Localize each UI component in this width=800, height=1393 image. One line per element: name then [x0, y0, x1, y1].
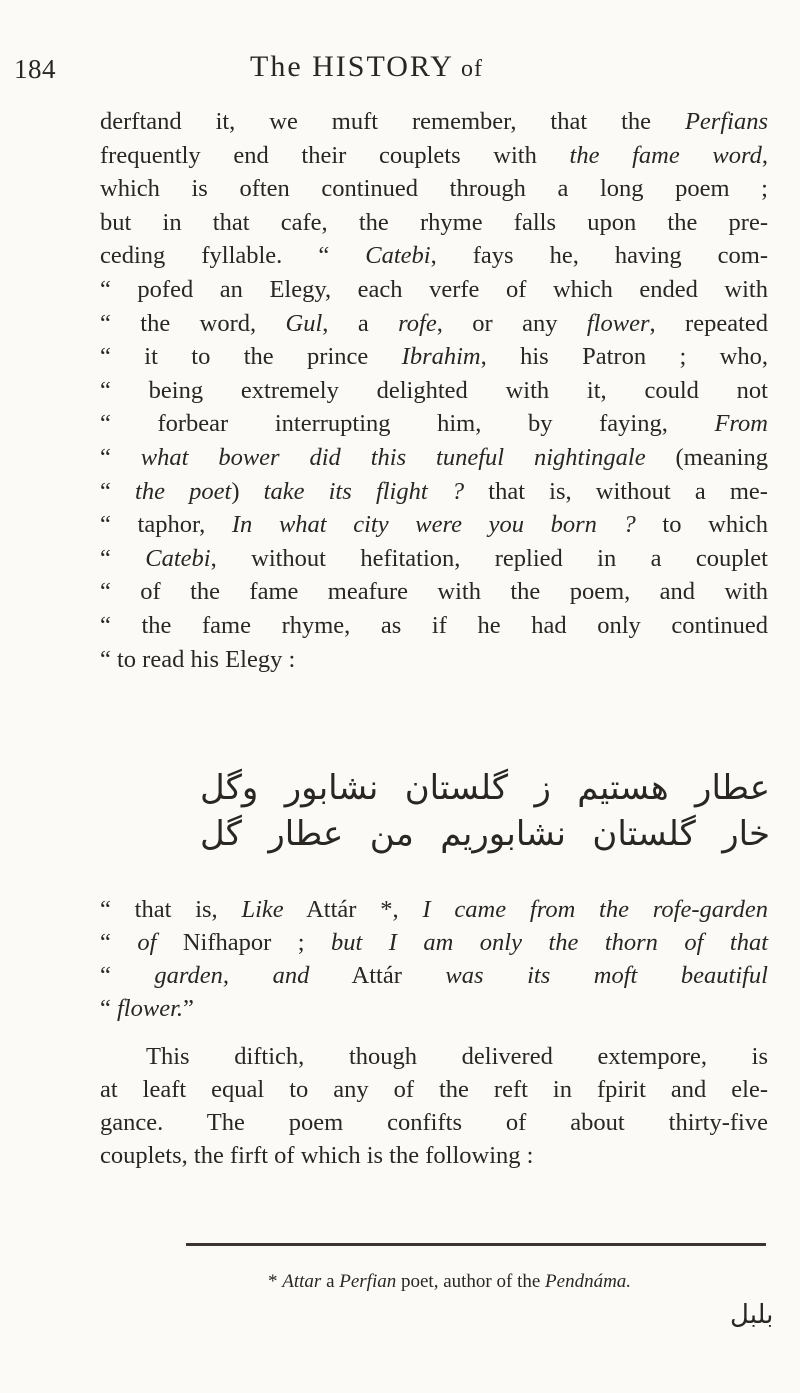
persian-couplet-line-1: عطار هستیم ز گلستان نشابور وگل [200, 768, 770, 808]
text-line [100, 374, 768, 408]
text-line [100, 206, 768, 240]
italic-run: rofe [398, 309, 437, 337]
text-line [100, 1073, 768, 1106]
italic-run: Catebi [365, 242, 431, 270]
persian-couplet-line-2: خار گلستان نشابوریم من عطار گل [200, 814, 770, 854]
text-run: “ [100, 443, 141, 471]
footnote-perfian: Perfian [339, 1271, 397, 1292]
italic-run: Perfians [684, 108, 768, 135]
text-line [100, 959, 768, 992]
running-head-the: The [250, 50, 313, 83]
text-run: , fays he, having com- [430, 242, 768, 270]
text-line [100, 1139, 768, 1172]
text-run: “ of the fame meafure with the poem, and with [100, 578, 768, 606]
text-line [100, 926, 768, 959]
text-run: , without hefitation, replied in a couplet [210, 544, 768, 572]
italic-run: was its moft beautiful [445, 962, 768, 989]
text-run: ) [231, 477, 264, 505]
persian-couplet [200, 765, 770, 885]
running-head [250, 50, 730, 84]
text-line [100, 407, 768, 441]
footnote-rule [186, 1243, 766, 1246]
text-run: at leaft equal to any of the reft in fpirit and ele- [100, 1076, 768, 1103]
running-head-of: of [453, 56, 483, 82]
italic-run: Like [241, 896, 284, 923]
running-head-history: HISTORY [312, 50, 454, 83]
text-run: “ to read his Elegy : [100, 645, 296, 673]
text-line [100, 307, 768, 341]
text-run: “ [100, 929, 138, 956]
text-run: This diftich, though delivered extempore, is [146, 1043, 768, 1070]
italic-run: In what city were you born ? [231, 511, 636, 539]
text-run: (meaning [645, 443, 768, 471]
text-run: , repeated [649, 309, 769, 337]
text-run: “ pofed an Elegy, each verfe of which ended with [100, 275, 768, 303]
footnote-text-end: poet, author of the [396, 1271, 546, 1292]
italic-run: Gul [285, 309, 323, 337]
text-run: , or any [436, 309, 587, 337]
footnote-name: Attar [282, 1271, 322, 1292]
italic-run: the poet [135, 477, 232, 505]
text-line [100, 105, 768, 139]
text-run: Attár *, [283, 896, 423, 923]
couplet-translation [100, 893, 768, 1025]
page-number: 184 [14, 54, 56, 84]
text-line [100, 893, 768, 926]
text-run: “ [100, 995, 117, 1022]
text-line [100, 239, 768, 273]
footnote-text-mid: a [321, 1271, 340, 1292]
text-run: derftand it, we muft remember, that the [100, 108, 685, 135]
text-line [100, 340, 768, 374]
text-run: “ being extremely delighted with it, could not [100, 376, 768, 404]
text-run: gance. The poem confifts of about thirty-five [100, 1109, 768, 1136]
text-run: to which [635, 511, 768, 539]
footnote [268, 1270, 768, 1294]
italic-run: I came from the rofe-garden [422, 896, 768, 923]
text-line [100, 643, 768, 677]
text-line [100, 1106, 768, 1139]
text-run: which is often continued through a long poem ; [100, 175, 768, 203]
text-run: ceding fyllable. “ [100, 242, 366, 270]
italic-run: what bower did this tuneful nightingale [140, 443, 646, 471]
second-paragraph [100, 1040, 768, 1172]
text-run: , his Patron ; who, [480, 343, 768, 371]
body-paragraph [100, 105, 768, 676]
text-run: frequently end their couplets with [100, 141, 570, 169]
text-run: “ the word, [100, 309, 286, 337]
text-run: “ [100, 544, 146, 572]
text-line [100, 575, 768, 609]
italic-run: of [137, 929, 157, 956]
text-line [100, 609, 768, 643]
text-run: couplets, the firft of which is the following : [100, 1142, 534, 1169]
text-line [100, 508, 768, 542]
text-line [100, 441, 768, 475]
italic-run: but I am only the thorn of that [331, 929, 769, 956]
text-run: , a [322, 309, 399, 337]
text-run: , [761, 141, 769, 169]
text-run: “ [100, 962, 155, 989]
text-run: “ forbear interrupting him, by faying, [100, 410, 715, 438]
text-line [100, 172, 768, 206]
italic-run: Ibrahim [401, 343, 481, 371]
italic-run: flower [586, 309, 650, 337]
italic-run: garden, and [154, 962, 310, 989]
text-line [100, 1040, 768, 1073]
footnote-work: Pendnáma. [545, 1271, 632, 1292]
text-line [100, 273, 768, 307]
text-line [100, 139, 768, 173]
text-line [100, 475, 768, 509]
text-run: “ it to the prince [100, 343, 402, 371]
text-run: but in that cafe, the rhyme falls upon the pre- [100, 208, 768, 236]
text-run: “ [100, 477, 136, 505]
text-run: that is, without a me- [464, 477, 768, 505]
catchword: بلبل [730, 1300, 774, 1330]
text-run: ” [183, 995, 194, 1022]
italic-run: Catebi [145, 544, 211, 572]
italic-run: flower. [117, 995, 184, 1022]
italic-run: the fame word [569, 141, 762, 169]
text-run: “ that is, [100, 896, 242, 923]
text-run: “ the fame rhyme, as if he had only continued [100, 611, 768, 639]
footnote-marker: * [268, 1271, 278, 1292]
text-line [100, 542, 768, 576]
italic-run: From [714, 410, 768, 438]
text-line [100, 992, 768, 1025]
text-run: Nifhapor ; [156, 929, 332, 956]
italic-run: take its flight ? [263, 477, 465, 505]
text-run: Attár [309, 962, 446, 989]
text-run: “ taphor, [100, 511, 232, 539]
